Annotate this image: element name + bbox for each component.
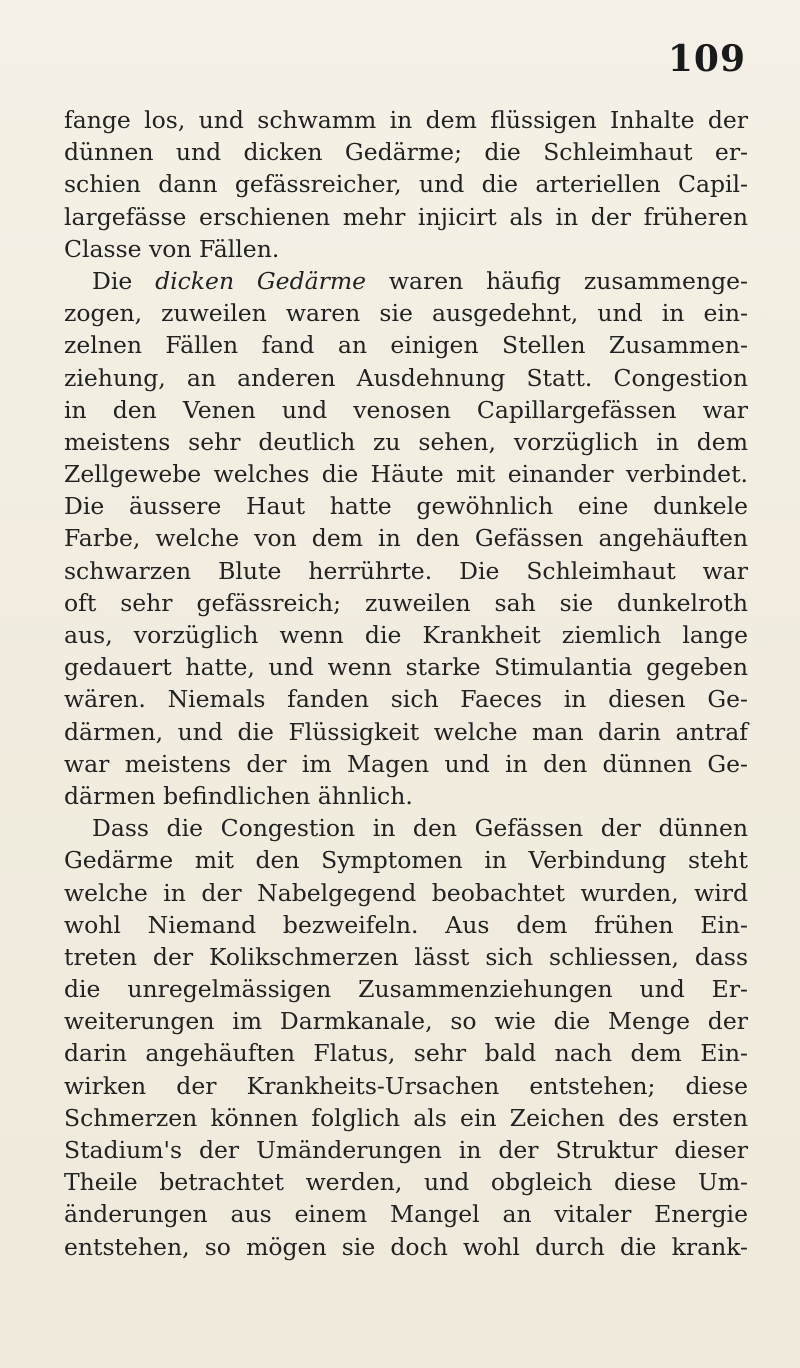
text-line: zelnen Fällen fand an einigen Stellen Zusammen- [64,331,748,360]
text-line: die unregelmässigen Zusammenziehungen und Er- [64,975,748,1004]
text-line: zogen, zuweilen waren sie ausgedehnt, und in ein- [64,299,748,328]
text-line: meistens sehr deutlich zu sehen, vorzüglich in dem [64,427,748,456]
text-line: largefässe erschienen mehr injicirt als in der früheren [64,202,748,231]
text-line: Zellgewebe welches die Häute mit einander verbindet. [64,460,748,489]
text-line: Schmerzen können folglich als ein Zeichen des ersten [64,1103,748,1132]
text-line: gedauert hatte, und wenn starke Stimulantia gegeben [64,653,748,682]
text-line: weiterungen im Darmkanale, so wie die Menge der [64,1007,748,1036]
text-line: Classe von Fällen. [64,234,280,263]
text-span: Die [92,266,156,295]
text-line: änderungen aus einem Mangel an vitaler Energie [64,1200,748,1229]
text-line: wären. Niemals fanden sich Faeces in diesen Ge- [64,685,748,714]
body-text [64,104,748,1263]
text-line: därmen, und die Flüssigkeit welche man darin antraf [64,717,748,746]
text-line: fange los, und schwamm in dem flüssigen Inhalte der [64,106,748,134]
text-line: wirken der Krankheits-Ursachen entstehen; diese [64,1071,748,1100]
text-line: ziehung, an anderen Ausdehnung Statt. Congestion [64,363,748,392]
text-line: aus, vorzüglich wenn die Krankheit ziemlich lange [64,621,748,649]
text-line: schwarzen Blute herrührte. Die Schleimhaut war [64,556,748,585]
text-line: entstehen, so mögen sie doch wohl durch die krank- [64,1232,748,1261]
text-line: Gedärme mit den Symptomen in Verbindung steht [64,846,748,875]
text-line: war meistens der im Magen und in den dünnen Ge- [64,749,748,778]
text-line: dünnen und dicken Gedärme; die Schleimhaut er- [64,138,748,167]
text-line: treten der Kolikschmerzen lässt sich schliessen, dass [64,942,748,971]
text-line: Die äussere Haut hatte gewöhnlich eine dunkele [64,492,748,521]
text-line: darin angehäuften Flatus, sehr bald nach dem Ein- [64,1039,748,1068]
italic-term: dicken Gedärme [155,266,367,295]
text-line: schien dann gefässreicher, und die arteriellen Capil- [64,170,748,199]
text-line: Farbe, welche von dem in den Gefässen angehäuften [64,524,748,553]
text-line: Stadium's der Umänderungen in der Struktur dieser [64,1136,748,1164]
text-line: wohl Niemand bezweifeln. Aus dem frühen Ein- [64,910,748,939]
text-line: in den Venen und venosen Capillargefässen war [64,395,748,424]
page-number: 109 [667,38,746,80]
text-line: welche in der Nabelgegend beobachtet wurden, wird [64,878,748,907]
text-line: därmen befindlichen ähnlich. [64,781,413,810]
text-line: Theile betrachtet werden, und obgleich diese Um- [64,1168,748,1197]
text-line: oft sehr gefässreich; zuweilen sah sie dunkelroth [64,588,748,617]
text-line [64,265,748,297]
text-line: Dass die Congestion in den Gefässen der dünnen [92,814,748,843]
text-span: waren häufig zusammenge- [366,266,748,295]
